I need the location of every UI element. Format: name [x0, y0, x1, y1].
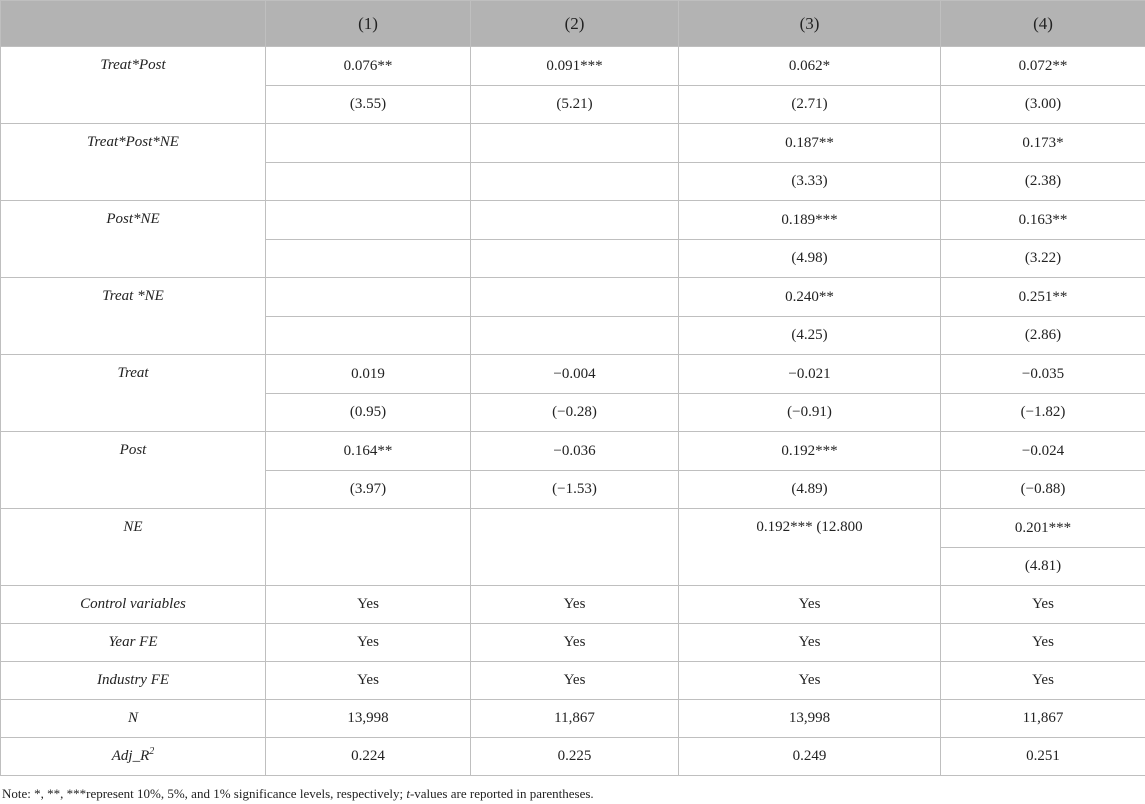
- variable-label: Control variables: [1, 586, 266, 624]
- t-value-cell: [266, 317, 471, 355]
- t-value-cell: (−0.91): [679, 394, 941, 432]
- variable-label: NE: [1, 509, 266, 586]
- table-row: [1, 662, 1145, 700]
- t-value-cell: (4.98): [679, 240, 941, 278]
- coef-cell: −0.036: [471, 432, 679, 471]
- value-cell: 0.225: [471, 738, 679, 776]
- t-value-cell: [266, 163, 471, 201]
- value-cell: 11,867: [471, 700, 679, 738]
- variable-label: Year FE: [1, 624, 266, 662]
- value-cell: Yes: [941, 624, 1145, 662]
- value-cell: Yes: [471, 662, 679, 700]
- note-italic: t: [406, 786, 410, 801]
- variable-label: N: [1, 700, 266, 738]
- coef-cell: 0.091***: [471, 47, 679, 86]
- coef-cell: [471, 201, 679, 240]
- note-prefix: Note: *, **, ***represent 10%, 5%, and 1% significance levels, respectively;: [2, 786, 407, 801]
- coef-cell: 0.187**: [679, 124, 941, 163]
- coef-cell: 0.072**: [941, 47, 1145, 86]
- coef-cell: 0.189***: [679, 201, 941, 240]
- table-row: [1, 355, 1145, 394]
- t-value-cell: [266, 240, 471, 278]
- superscript: 2: [149, 746, 155, 757]
- value-cell: 0.249: [679, 738, 941, 776]
- variable-label: [1, 738, 266, 776]
- coef-cell: [266, 509, 471, 586]
- header-cell-model-4: (4): [941, 1, 1145, 47]
- header-cell-model-2: (2): [471, 1, 679, 47]
- t-value-cell: (3.97): [266, 471, 471, 509]
- table-row: [1, 201, 1145, 240]
- table-note: [0, 786, 1145, 802]
- t-value-cell: [471, 317, 679, 355]
- table-row: [1, 586, 1145, 624]
- coef-cell: [266, 124, 471, 163]
- t-value-cell: [471, 240, 679, 278]
- coef-cell: [471, 278, 679, 317]
- t-value-cell: (3.00): [941, 86, 1145, 124]
- value-cell: Yes: [471, 586, 679, 624]
- coef-cell: [266, 201, 471, 240]
- t-value-cell: (2.71): [679, 86, 941, 124]
- variable-label: Treat*Post*NE: [1, 124, 266, 201]
- t-value-cell: (−1.82): [941, 394, 1145, 432]
- t-value-cell: (5.21): [471, 86, 679, 124]
- value-cell: 13,998: [679, 700, 941, 738]
- t-value-cell: (3.55): [266, 86, 471, 124]
- coef-cell: 0.173*: [941, 124, 1145, 163]
- coef-cell: 0.251**: [941, 278, 1145, 317]
- value-cell: 0.224: [266, 738, 471, 776]
- coef-cell: [266, 278, 471, 317]
- header-cell-model-3: (3): [679, 1, 941, 47]
- value-cell: Yes: [941, 586, 1145, 624]
- variable-label: Treat*Post: [1, 47, 266, 124]
- coef-cell: −0.004: [471, 355, 679, 394]
- coef-cell: 0.192*** (12.800: [679, 509, 941, 586]
- value-cell: Yes: [266, 586, 471, 624]
- value-cell: 11,867: [941, 700, 1145, 738]
- table-row: [1, 738, 1145, 776]
- value-cell: 13,998: [266, 700, 471, 738]
- adj-r-label: Adj_R: [111, 748, 150, 764]
- value-cell: Yes: [941, 662, 1145, 700]
- table-row: [1, 624, 1145, 662]
- coef-cell: 0.201***: [941, 509, 1145, 548]
- header-row: [1, 1, 1145, 47]
- table-row: [1, 47, 1145, 86]
- table-row: [1, 509, 1145, 548]
- t-value-cell: (3.22): [941, 240, 1145, 278]
- value-cell: Yes: [679, 624, 941, 662]
- value-cell: Yes: [679, 586, 941, 624]
- coef-cell: 0.062*: [679, 47, 941, 86]
- t-value-cell: (2.38): [941, 163, 1145, 201]
- table-row: [1, 124, 1145, 163]
- coef-cell: 0.019: [266, 355, 471, 394]
- variable-label: Treat: [1, 355, 266, 432]
- coef-cell: −0.035: [941, 355, 1145, 394]
- coef-cell: 0.163**: [941, 201, 1145, 240]
- variable-label: Post: [1, 432, 266, 509]
- value-cell: 0.251: [941, 738, 1145, 776]
- value-cell: Yes: [679, 662, 941, 700]
- t-value-cell: (−1.53): [471, 471, 679, 509]
- header-cell-blank: [1, 1, 266, 47]
- variable-label: Post*NE: [1, 201, 266, 278]
- coef-cell: [471, 509, 679, 586]
- coef-cell: 0.076**: [266, 47, 471, 86]
- coef-cell: [471, 124, 679, 163]
- value-cell: Yes: [266, 624, 471, 662]
- table-row: [1, 432, 1145, 471]
- t-value-cell: (0.95): [266, 394, 471, 432]
- variable-label: Treat *NE: [1, 278, 266, 355]
- coef-cell: 0.240**: [679, 278, 941, 317]
- t-value-cell: [471, 163, 679, 201]
- t-value-cell: (−0.28): [471, 394, 679, 432]
- coef-cell: 0.192***: [679, 432, 941, 471]
- t-value-cell: (2.86): [941, 317, 1145, 355]
- t-value-cell: (−0.88): [941, 471, 1145, 509]
- variable-label: Industry FE: [1, 662, 266, 700]
- table-row: [1, 278, 1145, 317]
- header-cell-model-1: (1): [266, 1, 471, 47]
- value-cell: Yes: [471, 624, 679, 662]
- t-value-cell: (4.81): [941, 548, 1145, 586]
- t-value-cell: (4.25): [679, 317, 941, 355]
- t-value-cell: (3.33): [679, 163, 941, 201]
- table-row: [1, 700, 1145, 738]
- coef-cell: −0.021: [679, 355, 941, 394]
- coef-cell: 0.164**: [266, 432, 471, 471]
- coef-cell: −0.024: [941, 432, 1145, 471]
- note-suffix: -values are reported in parentheses.: [409, 786, 594, 801]
- value-cell: Yes: [266, 662, 471, 700]
- t-value-cell: (4.89): [679, 471, 941, 509]
